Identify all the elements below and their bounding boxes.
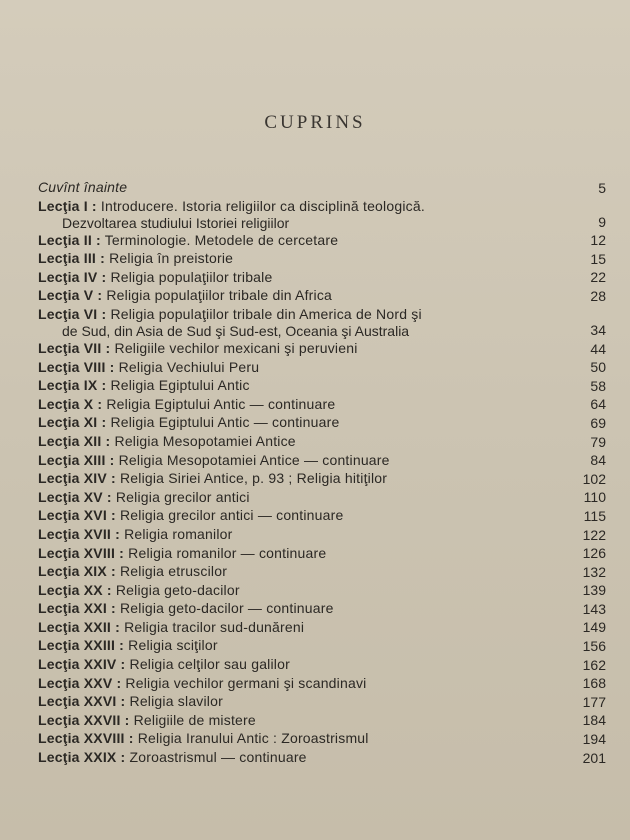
toc-entry-text (38, 268, 272, 286)
toc-entry (38, 339, 606, 358)
lesson-title: Religia romanilor — continuare (128, 544, 327, 561)
lesson-label: Lecţia IX : (38, 377, 107, 394)
toc-entry-text (38, 581, 240, 599)
lesson-title: Religia Egiptului Antic (110, 377, 250, 394)
toc-entry (38, 599, 606, 618)
lesson-title-continued: Dezvoltarea studiului Istoriei religiilor (62, 214, 290, 231)
page-number: 5 (598, 179, 606, 196)
page-number: 64 (590, 396, 606, 413)
lesson-label: Lecţia XXIX : (38, 749, 126, 766)
lesson-title: Religia geto-dacilor — continuare (119, 600, 334, 617)
lesson-label: Lecţia XVIII : (38, 544, 125, 561)
toc-entry-text (38, 413, 339, 431)
toc-entry-text (38, 339, 358, 357)
toc-entry (38, 451, 606, 470)
lesson-title: Introducere. Istoria religiilor ca disciplină teologică. (100, 197, 425, 214)
page-number: 201 (582, 749, 606, 766)
toc-entry (38, 674, 606, 693)
page-number: 50 (590, 359, 606, 376)
lesson-title: Religia grecilor antici (115, 488, 250, 505)
lesson-label: Lecţia XII : (38, 432, 111, 449)
lesson-label: Lecţia V : (38, 287, 103, 304)
lesson-label: Lecţia XXIV : (38, 656, 126, 673)
toc-entry-text (38, 488, 250, 506)
toc-entry (38, 544, 606, 563)
lesson-title: Religia romanilor (124, 525, 233, 542)
toc-entry-text (38, 599, 334, 617)
page-number: 9 (598, 213, 606, 230)
page-number: 126 (582, 545, 606, 562)
toc-entry-text (38, 636, 218, 654)
lesson-label: Lecţia XXII : (38, 618, 120, 635)
lesson-label: Lecţia XVII : (38, 525, 120, 542)
lesson-title: Religia Egiptului Antic — continuare (110, 414, 340, 431)
toc-entry (38, 249, 606, 268)
page-number: 79 (590, 433, 606, 450)
toc-entry-text (38, 286, 332, 304)
lesson-label: Lecţia XV : (38, 488, 112, 505)
toc-entry-text (38, 711, 256, 729)
page-number: 143 (582, 600, 606, 617)
toc-entry (38, 488, 606, 507)
toc-entry-text (38, 506, 344, 524)
page-number: 44 (590, 340, 606, 357)
page-number: 168 (582, 675, 606, 692)
toc-entry (38, 268, 606, 287)
toc-entry (38, 636, 606, 655)
toc-entry-text (38, 544, 326, 562)
toc-entry (38, 506, 606, 525)
lesson-title: Religia slavilor (129, 693, 223, 710)
page-number: 115 (583, 507, 606, 524)
lesson-label: Lecţia XXVI : (38, 693, 126, 710)
lesson-title: Terminologie. Metodele de cercetare (104, 231, 339, 248)
toc-entry-text (38, 178, 127, 196)
lesson-title: Religia Vechiului Peru (118, 358, 260, 375)
lesson-label: Lecţia XX : (38, 581, 112, 598)
toc-entry-text (38, 729, 369, 747)
page-number: 15 (590, 250, 606, 267)
page-number: 69 (590, 414, 606, 431)
page-number: 34 (590, 321, 606, 338)
toc-entry (38, 231, 606, 250)
page-number: 122 (582, 526, 606, 543)
page-number: 58 (590, 377, 606, 394)
lesson-title: Religia tracilor sud-dunăreni (124, 618, 305, 635)
page-number: 28 (590, 287, 606, 304)
lesson-label: Lecţia XIII : (38, 451, 115, 468)
lesson-title: Religia Mesopotamiei Antice (114, 432, 296, 449)
toc-entry-text (38, 432, 296, 450)
lesson-title: Religia geto-dacilor (115, 581, 240, 598)
toc-entry-text (38, 525, 233, 543)
toc-entry-text (38, 692, 223, 710)
lesson-title: Religia Egiptului Antic — continuare (106, 395, 336, 412)
lesson-title: Religia populaţiilor tribale din Africa (106, 287, 333, 304)
toc-entry (38, 581, 606, 600)
toc-entry (38, 432, 606, 451)
toc-entry-text (38, 748, 307, 766)
toc-entry (38, 305, 606, 339)
toc-entry (38, 469, 606, 488)
toc-entry (38, 395, 606, 414)
lesson-label: Lecţia VII : (38, 339, 111, 356)
lesson-title: Cuvînt înainte (38, 179, 128, 195)
toc-entry (38, 748, 606, 767)
lesson-label: Lecţia XXV : (38, 674, 122, 691)
lesson-label: Lecţia II : (38, 231, 101, 248)
page-number: 139 (582, 582, 606, 599)
toc-entry-text (38, 197, 425, 215)
toc-entry-text (38, 249, 233, 267)
lesson-title: Religia Iranului Antic : Zoroastrismul (137, 730, 369, 747)
lesson-label: Lecţia III : (38, 250, 105, 267)
page-number: 110 (583, 489, 606, 506)
lesson-label: Lecţia XIV : (38, 470, 116, 487)
toc-entry-text (38, 655, 290, 673)
lesson-label: Lecţia VIII : (38, 358, 115, 375)
toc-entry-text (38, 451, 390, 469)
toc-entry-text (38, 674, 366, 692)
toc-entry (38, 358, 606, 377)
toc-entry (38, 562, 606, 581)
page-number: 102 (582, 470, 606, 487)
toc-entry (38, 692, 606, 711)
toc-entry (38, 413, 606, 432)
lesson-label: Lecţia VI : (38, 305, 107, 322)
page-number: 194 (582, 731, 606, 748)
toc-entry-text (38, 395, 335, 413)
toc-entry-text (38, 562, 227, 580)
lesson-title: Religia populaţiilor tribale (110, 268, 273, 285)
lesson-title: Religia sciţilor (128, 637, 218, 654)
toc-entry-text (38, 231, 338, 249)
lesson-label: Lecţia XXVIII : (38, 730, 134, 747)
toc-entry (38, 286, 606, 305)
lesson-label: Lecţia X : (38, 395, 103, 412)
toc-entry-text (38, 305, 422, 323)
page-number: 12 (590, 232, 606, 249)
lesson-title: Religia Siriei Antice, p. 93 ; Religia hitiţilor (119, 470, 388, 487)
toc-entry (38, 525, 606, 544)
toc-entry-text (38, 469, 387, 487)
page-number: 156 (582, 638, 606, 655)
lesson-title: Religia celţilor sau galilor (129, 656, 290, 673)
page-number: 132 (582, 563, 606, 580)
toc-entry (38, 618, 606, 637)
page-number: 149 (582, 619, 606, 636)
lesson-label: Lecţia I : (38, 197, 97, 214)
lesson-title: Religia grecilor antici — continuare (119, 507, 344, 524)
lesson-title-continued: de Sud, din Asia de Sud şi Sud-est, Oceania şi Australia (62, 322, 410, 339)
lesson-title: Religia populaţiilor tribale din America de Nord şi (110, 305, 422, 322)
toc-entry-text (38, 376, 250, 394)
toc-entry (38, 729, 606, 748)
toc-entry (38, 197, 606, 231)
lesson-label: Lecţia XXVII : (38, 711, 130, 728)
lesson-title: Religia Mesopotamiei Antice — continuare (118, 451, 390, 468)
lesson-label: Lecţia XVI : (38, 507, 116, 524)
lesson-title: Religiile de mistere (133, 711, 256, 728)
toc-entry-text (38, 358, 259, 376)
page-number: 184 (582, 712, 606, 729)
table-of-contents (38, 178, 606, 767)
lesson-label: Lecţia IV : (38, 268, 107, 285)
page-number: 177 (582, 693, 606, 710)
toc-entry (38, 711, 606, 730)
lesson-title: Religia vechilor germani şi scandinavi (125, 674, 367, 691)
lesson-title: Religiile vechilor mexicani şi peruvieni (114, 339, 358, 356)
lesson-label: Lecţia XI : (38, 414, 107, 431)
page-number: 84 (590, 452, 606, 469)
lesson-title: Religia etruscilor (119, 563, 228, 580)
toc-entry (38, 178, 606, 197)
lesson-title: Zoroastrismul — continuare (129, 749, 307, 766)
toc-entry-text (38, 618, 304, 636)
lesson-title: Religia în preistorie (109, 250, 234, 267)
toc-entry (38, 655, 606, 674)
page-number: 162 (582, 656, 606, 673)
page-number: 22 (590, 269, 606, 286)
lesson-label: Lecţia XXIII : (38, 637, 125, 654)
lesson-label: Lecţia XIX : (38, 563, 116, 580)
toc-entry (38, 376, 606, 395)
lesson-label: Lecţia XXI : (38, 600, 116, 617)
page-title: CUPRINS (264, 112, 366, 133)
